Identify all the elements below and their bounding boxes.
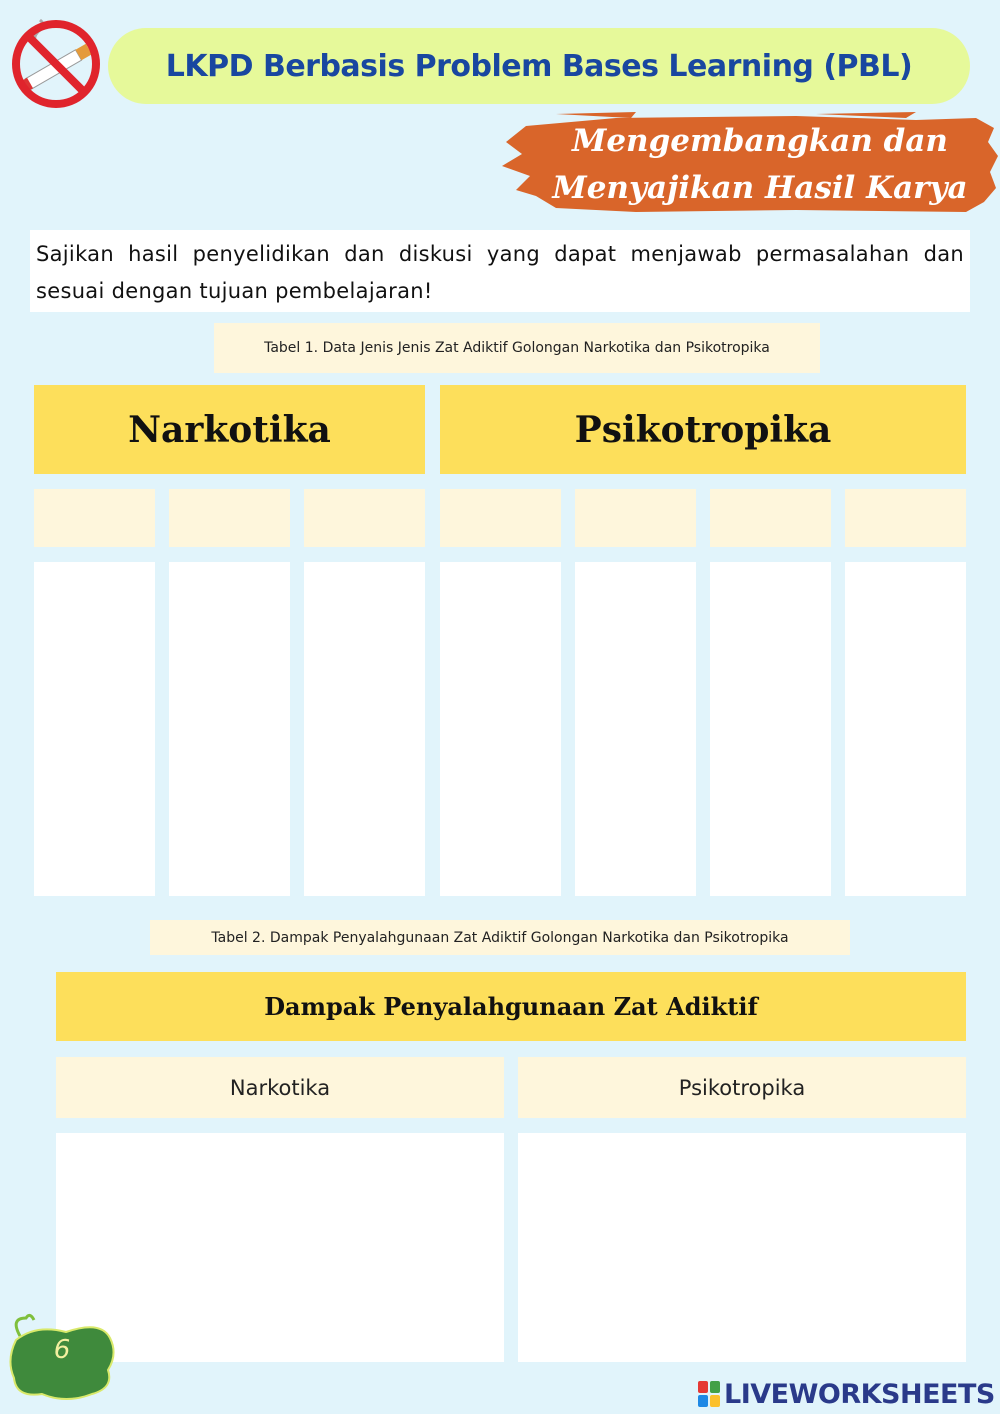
table1-name-cell[interactable] [575,489,696,547]
banner-line-1: Mengembangkan dan [572,123,948,159]
table1-detail-cell[interactable] [440,562,561,896]
table1-detail-cell[interactable] [169,562,290,896]
table2-label-narkotika: Narkotika [56,1057,504,1118]
table1-name-cell[interactable] [34,489,155,547]
liveworksheets-logo-text: LIVEWORKSHEETS [724,1378,995,1410]
table1-detail-cell[interactable] [304,562,425,896]
table1-detail-cell[interactable] [710,562,831,896]
table1-detail-cell[interactable] [575,562,696,896]
page-title [108,28,970,104]
section-banner-text [540,118,980,212]
table1-detail-cell[interactable] [845,562,966,896]
table1-name-cell[interactable] [440,489,561,547]
table1-name-cell[interactable] [304,489,425,547]
liveworksheets-logo[interactable] [698,1378,995,1410]
instruction-text: Sajikan hasil penyelidikan dan diskusi yang dapat menjawab permasalahan dan sesuai dengan tujuan pembelajaran! [30,230,970,312]
table2-answer-narkotika[interactable] [56,1133,504,1362]
table1-header-narkotika: Narkotika [34,385,425,474]
table1-header-psikotropika: Psikotropika [440,385,966,474]
table2-header: Dampak Penyalahgunaan Zat Adiktif [56,972,966,1041]
liveworksheets-logo-icon [698,1381,720,1407]
page-number: 6 [53,1335,71,1365]
no-smoking-icon [10,18,102,110]
table2-answer-psikotropika[interactable] [518,1133,966,1362]
table2-label-psikotropika: Psikotropika [518,1057,966,1118]
table1-name-cell[interactable] [845,489,966,547]
table1-detail-cell[interactable] [34,562,155,896]
banner-line-2: Menyajikan Hasil Karya [552,170,968,206]
table1-name-cell[interactable] [169,489,290,547]
page-title-text: LKPD Berbasis Problem Bases Learning (PBL) [165,48,913,84]
table1-caption: Tabel 1. Data Jenis Jenis Zat Adiktif Golongan Narkotika dan Psikotropika [214,323,820,373]
table2-caption: Tabel 2. Dampak Penyalahgunaan Zat Adiktif Golongan Narkotika dan Psikotropika [150,920,850,955]
table1-name-cell[interactable] [710,489,831,547]
